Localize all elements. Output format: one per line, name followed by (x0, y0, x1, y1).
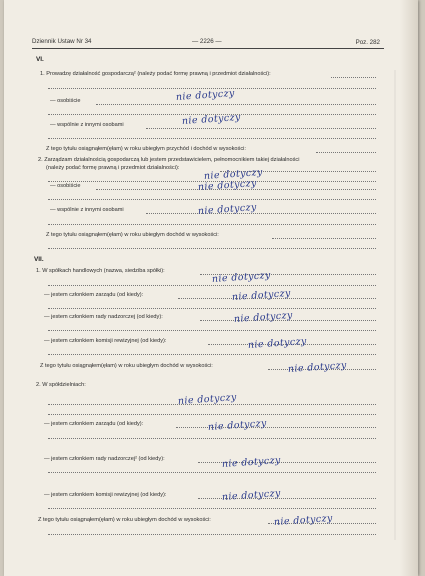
s6-income1-field (316, 152, 376, 153)
fold-shadow (394, 70, 396, 540)
s7-rada-answer: nie dotyczy (233, 309, 294, 325)
s7-zarzad2-label: — jestem członkiem zarządu (od kiedy): (44, 421, 144, 427)
s7-zarzad2-answer: nie dotyczy (207, 417, 268, 433)
s7-komisja2-label: — jestem członkiem komisji rewizyjnej (od kiedy): (44, 492, 167, 498)
s6-item1-label: 1. Prowadzę działalność gospodarczą² (należy podać formę prawną i przedmiot działalności): (40, 71, 271, 77)
s7-komisja2-line-2 (48, 508, 376, 509)
s7-komisja2-answer: nie dotyczy (221, 487, 282, 503)
s7-income1-answer: nie dotyczy (287, 359, 348, 375)
s6-wspolnie2-answer: nie dotyczy (197, 201, 258, 217)
s7-zarzad-answer: nie dotyczy (231, 287, 292, 303)
page-header (32, 36, 380, 48)
s6-wspolnie-label: — wspólnie z innymi osobami (50, 122, 124, 128)
journal-title: Dziennik Ustaw Nr 34 (32, 38, 92, 45)
s6-income1-label: Z tego tytułu osiągnąłem(ęłam) w roku ubiegłym przychód i dochód w wysokości: (46, 146, 246, 152)
s7-rada2-label: — jestem członkiem rady nadzorczej² (od kiedy): (44, 456, 165, 462)
section-vii-number: VII. (34, 256, 44, 263)
s6-item2-answer: nie dotyczy (203, 166, 264, 182)
s7-item1-answer: nie dotyczy (211, 269, 272, 285)
s7-komisja-label: — jestem członkiem komisji rewizyjnej (od kiedy): (44, 338, 167, 344)
s6-item1-line (331, 77, 376, 78)
s6-income2-line-2 (48, 248, 376, 249)
s7-zarzad-label: — jestem członkiem zarządu (od kiedy): (44, 292, 144, 298)
s7-zarzad-line-2 (48, 308, 376, 309)
s7-item2-line-2 (48, 414, 376, 415)
s7-income2-label: Z tego tytułu osiągnąłem(ęłam) w roku ubiegłym dochód w wysokości: (38, 517, 211, 523)
s6-osobiscie2-line-2 (48, 199, 376, 200)
header-rule (32, 48, 384, 49)
s7-income2-answer: nie dotyczy (273, 512, 334, 528)
s7-rada2-line-2 (48, 472, 376, 473)
s7-income1-label: Z tego tytułu osiągnąłem(ęłam) w roku ubiegłym dochód w wysokości: (40, 363, 213, 369)
s7-komisja-line-2 (48, 354, 376, 355)
form-page (4, 0, 418, 576)
s7-rada-label: — jestem członkiem rady nadzorczej (od kiedy): (44, 314, 163, 320)
s6-osobiscie-field (96, 104, 376, 105)
s6-item2-label-cont: (należy podać formę prawną i przedmiot działalności): (46, 165, 180, 171)
s7-zarzad2-field (176, 427, 376, 428)
s6-wspolnie2-label: — wspólnie z innymi osobami (50, 207, 124, 213)
s6-wspolnie-field (146, 128, 376, 129)
s7-rada-line-2 (48, 330, 376, 331)
s7-rada2-answer: nie dotyczy (221, 454, 282, 470)
s6-wspolnie-answer: nie dotyczy (181, 111, 242, 127)
s6-osobiscie2-label: — osobiście (50, 183, 81, 189)
position-number: Poz. 282 (355, 39, 380, 46)
s7-zarzad2-line-2 (48, 438, 376, 439)
s7-item2-answer: nie dotyczy (177, 391, 238, 407)
s6-osobiscie-answer: nie dotyczy (175, 87, 236, 103)
s6-wspolnie2-field (146, 213, 376, 214)
s6-osobiscie-label: — osobiście (50, 98, 81, 104)
page-number: — 2226 — (192, 38, 222, 45)
s6-wspolnie2-line-2 (48, 224, 376, 225)
s7-item2-label: 2. W spółdzielniach: (36, 382, 86, 388)
section-vi-number: VI. (36, 56, 44, 63)
s7-item1-line-2 (48, 285, 376, 286)
s6-income2-label: Z tego tytułu osiągnąłem(ęłam) w roku ubiegłym dochód w wysokości: (46, 232, 219, 238)
s6-income2-field (272, 238, 376, 239)
s7-income2-line-2 (48, 534, 376, 535)
s7-komisja-answer: nie dotyczy (247, 335, 308, 351)
s7-item1-label: 1. W spółkach handlowych (nazwa, siedziba spółki): (36, 268, 165, 274)
s6-item2-label: 2. Zarządzam działalnością gospodarczą lub jestem przedstawicielem, pełnomocnikiem takiej działalności (38, 157, 300, 163)
s6-osobiscie2-answer: nie dotyczy (197, 177, 258, 193)
s6-wspolnie-line-2 (48, 138, 376, 139)
